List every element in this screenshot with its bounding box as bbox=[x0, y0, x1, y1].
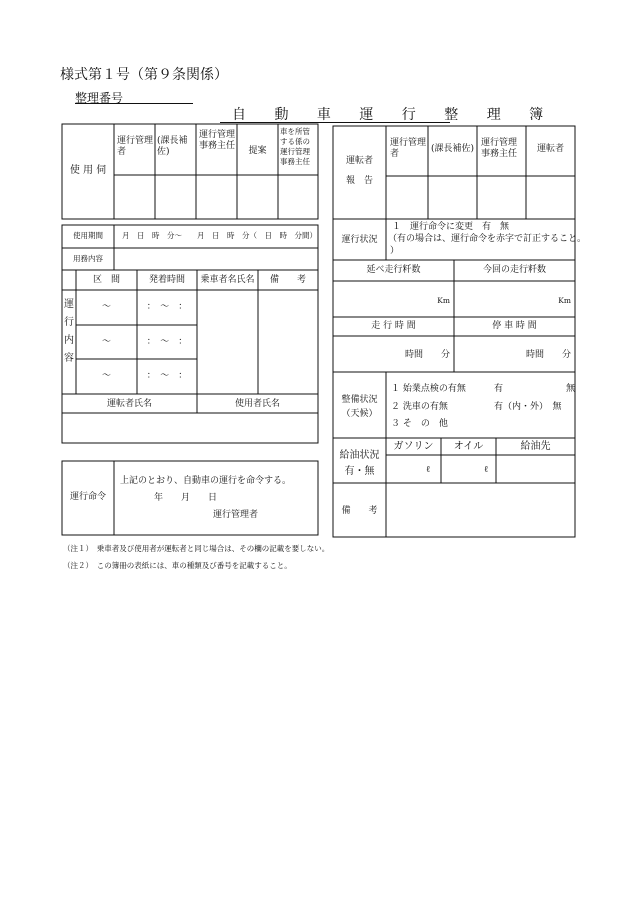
untensha-hokoku-label: 運転者 報 告 bbox=[345, 156, 373, 186]
meirei-text: 上記のとおり、自動車の運行を命令する。 bbox=[120, 476, 292, 486]
unko-col-hatchaku: 発着時間 bbox=[148, 275, 185, 285]
note-1: （注１） 乗車者及び使用者が運転者と同じ場合は、その欄の記載を要しない。 bbox=[63, 544, 330, 553]
left-approver-2: (課長補佐) bbox=[157, 136, 188, 157]
right-approver-3: 運行管理事務主任 bbox=[481, 138, 518, 159]
nobe-km-unit: Km bbox=[437, 296, 450, 305]
note-2: （注２） この簿冊の表紙には、車の種類及び番号を記載すること。 bbox=[63, 561, 292, 570]
kyuyu-col-oil: オイル bbox=[453, 441, 484, 452]
right-approver-1: 運行管理者 bbox=[390, 138, 427, 159]
unko-col-biko: 備 考 bbox=[269, 275, 306, 285]
soko-jikan-fun: 時間 分 bbox=[404, 350, 450, 360]
row3-time: ： ～ ： bbox=[146, 371, 188, 381]
right-approver-2: (課長補佐) bbox=[431, 144, 475, 154]
meirei-signer: 運行管理者 bbox=[213, 510, 259, 520]
row2-tilde: ～ bbox=[101, 337, 111, 347]
shiyo-kikan-label: 使用期間 bbox=[73, 231, 103, 240]
row1-time: ： ～ ： bbox=[146, 302, 188, 312]
unko-jokyo-line1: １ 運行命令に変更 有 無 bbox=[392, 222, 510, 232]
soko-jikan-label: 走 行 時 間 bbox=[371, 321, 416, 331]
left-approver-4: 提案 bbox=[248, 146, 267, 156]
oil-liter-unit: ℓ bbox=[484, 465, 489, 475]
row1-tilde: ～ bbox=[101, 302, 111, 312]
seibi-label: 整備状況 （天候） bbox=[341, 395, 378, 419]
seibi-line2: ２ 洗車の有無 bbox=[391, 402, 448, 412]
row3-tilde: ～ bbox=[101, 371, 111, 381]
konkai-km-unit: Km bbox=[558, 296, 571, 305]
left-approver-3: 運行管理事務主任 bbox=[199, 130, 236, 151]
right-approver-4: 運転者 bbox=[536, 144, 564, 154]
gasoline-liter-unit: ℓ bbox=[426, 465, 431, 475]
konkai-soko-label: 今回の走行粁数 bbox=[482, 265, 546, 275]
untensha-shimei-label: 運転者氏名 bbox=[106, 399, 152, 409]
seiri-bango-label: 整理番号 bbox=[75, 91, 124, 105]
biko-label: 備 考 bbox=[341, 506, 378, 516]
page-title: 自 動 車 運 行 整 理 簿 bbox=[232, 107, 556, 123]
shiyo-ukagai-label: 使 用 伺 bbox=[69, 165, 107, 176]
unko-col-joshasha: 乗車者名氏名 bbox=[200, 275, 255, 285]
seibi-line1-val: 有 無 bbox=[494, 384, 576, 394]
teisha-jikan-label: 停 車 時 間 bbox=[492, 321, 537, 331]
shiyo-kikan-value: 月 日 時 分～ 月 日 時 分（ 日 時 分間） bbox=[122, 231, 317, 240]
unko-col-kukan: 区 間 bbox=[92, 275, 120, 285]
shiyosha-shimei-label: 使用者氏名 bbox=[234, 399, 280, 409]
seibi-line1: １ 始業点検の有無 bbox=[391, 384, 466, 394]
teisha-jikan-fun: 時間 分 bbox=[525, 350, 571, 360]
left-approver-1: 運行管理者 bbox=[117, 136, 154, 157]
unko-jokyo-label: 運行状況 bbox=[341, 235, 378, 245]
kyuyu-label: 給油状況 有・無 bbox=[339, 450, 380, 477]
yomu-naiyo-label: 用務内容 bbox=[73, 254, 103, 263]
unko-naiyo-label: 運 行 内 容 bbox=[64, 299, 74, 364]
row2-time: ： ～ ： bbox=[146, 337, 188, 347]
kyuyu-col-gasoline: ガソリン bbox=[393, 441, 434, 452]
seibi-line3: ３ そ の 他 bbox=[391, 419, 448, 429]
meirei-label: 運行命令 bbox=[69, 492, 106, 502]
left-approver-5: 車を所管する係の運行管理事務主任 bbox=[280, 127, 310, 166]
nobe-soko-label: 延べ走行粁数 bbox=[366, 265, 421, 275]
seibi-line2-val: 有（内・外） 無 bbox=[494, 402, 562, 412]
kyuyu-col-saki: 給油先 bbox=[520, 441, 551, 452]
meirei-date: 年 月 日 bbox=[154, 493, 218, 503]
unko-jokyo-line2: （有の場合は、運行命令を赤字で訂正すること。 bbox=[388, 234, 587, 244]
unko-jokyo-line3: ） bbox=[390, 246, 400, 256]
form-number: 様式第１号（第９条関係） bbox=[60, 67, 228, 83]
